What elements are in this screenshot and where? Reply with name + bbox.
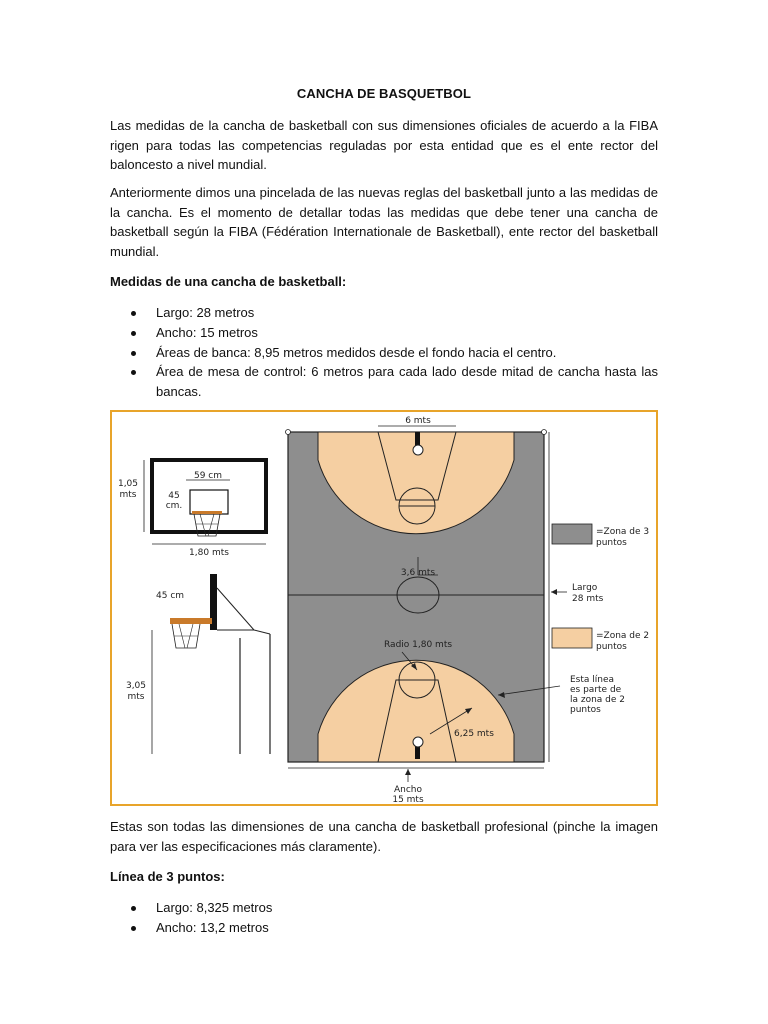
list-item: [110, 343, 658, 363]
list-item-text: Área de mesa de control: 6 metros para cada lado desde mitad de cancha hasta las bancas.: [156, 364, 658, 400]
legend-three-point-swatch: [552, 524, 592, 544]
page-title: CANCHA DE BASQUETBOL: [296, 86, 472, 101]
bullet-icon: [131, 311, 136, 316]
note-line1: Esta línea: [570, 675, 615, 685]
top-width-label: 6 mts: [405, 416, 431, 426]
second-paragraph: Anteriormente dimos una pincelada de las nuevas reglas del basketball junto a las medidas de la cancha. Es el momento de detallar todas las medidas que debe tener una cancha de basketball según la FIBA (Fédération Internationale de Basketball), ente rector del basketball mundial.: [110, 185, 658, 259]
after-figure-paragraph: Estas son todas las dimensiones de una cancha de basketball profesional (pinche la imagen para ver las especificaciones más claramente).: [110, 819, 658, 854]
backboard-height-label-line1: 1,05: [117, 479, 139, 489]
bullet-icon: [131, 906, 136, 911]
list-item-text: Largo: 8,325 metros: [156, 900, 273, 915]
list-item: [110, 362, 658, 402]
intro-paragraph: Las medidas de la cancha de basketball con sus dimensiones oficiales de acuerdo a la FIBA rigen para todas las competencias reguladas por esta entidad que es el ente rector del baloncesto a nivel mundial.: [110, 118, 658, 172]
length-label-line2: 28 mts: [572, 594, 604, 604]
backboard-height-label-line2: mts: [119, 490, 137, 500]
legend-two-point-line2: puntos: [596, 642, 627, 652]
legend-three-point-line1: =Zona de 3: [596, 527, 650, 537]
square-height-label-line2: cm.: [165, 501, 183, 511]
width-label-line2: 15 mts: [392, 795, 424, 804]
bullet-icon: [131, 351, 136, 356]
court-measures-heading: Medidas de una cancha de basketball:: [110, 274, 347, 289]
three-point-radius-label: 6,25 mts: [454, 729, 494, 739]
court-diagram[interactable]: [110, 410, 658, 806]
top-basket: [413, 445, 423, 455]
court-measures-list: [110, 303, 658, 402]
three-point-heading: Línea de 3 puntos:: [110, 869, 225, 884]
bullet-icon: [131, 370, 136, 375]
length-label-line1: Largo: [572, 583, 598, 593]
list-item-text: Ancho: 15 metros: [156, 324, 258, 340]
legend-three-point-line2: puntos: [596, 538, 627, 548]
legend-two-point-line1: =Zona de 2: [596, 631, 650, 641]
bullet-icon: [131, 331, 136, 336]
rim-height-label-line2: mts: [127, 692, 145, 702]
list-item-text: Ancho: 13,2 metros: [156, 919, 269, 935]
width-label-line1: Ancho: [393, 785, 423, 795]
list-item: [110, 323, 658, 343]
note-line2: es parte de: [570, 685, 622, 695]
legend-two-point-swatch: [552, 628, 592, 648]
rim-offset-label: 45 cm: [156, 591, 185, 601]
radius-label: Radio 1,80 mts: [384, 640, 453, 650]
backboard-width-label: 1,80 mts: [189, 548, 229, 558]
list-item-text: Largo: 28 metros: [156, 305, 255, 320]
bottom-basket: [413, 737, 423, 747]
list-item: [110, 918, 658, 938]
rim-height-label-line1: 3,05: [125, 681, 147, 691]
list-item-text: Áreas de banca: 8,95 metros medidos desde el fondo hacia el centro.: [156, 344, 557, 360]
list-item: [110, 303, 658, 323]
note-line3: la zona de 2: [570, 695, 626, 705]
square-width-label: 59 cm: [193, 471, 223, 481]
court-diagram-svg: [112, 412, 656, 804]
three-point-list: [110, 898, 658, 938]
bullet-icon: [131, 926, 136, 931]
note-line4: puntos: [570, 705, 601, 715]
center-circle-label: 3,6 mts: [400, 568, 436, 578]
list-item: [110, 898, 658, 918]
square-height-label-line1: 45: [168, 491, 180, 501]
